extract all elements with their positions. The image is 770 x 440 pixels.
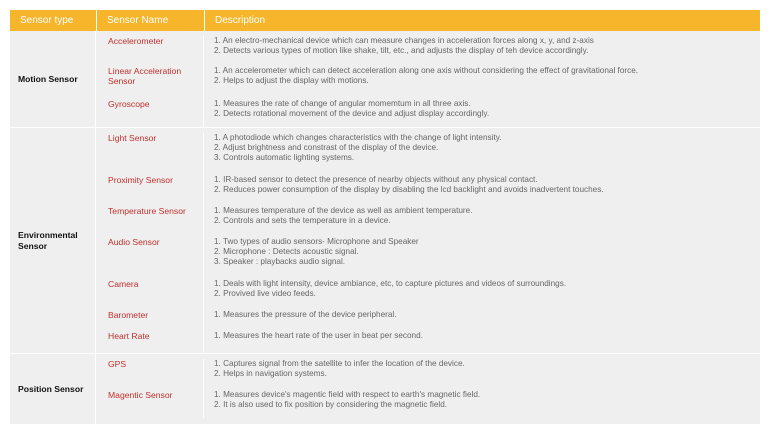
description-line: 2. Detects rotational movement of the device and adjust display accordingly.	[214, 108, 490, 118]
sensor-group	[10, 128, 760, 354]
description-line: 1. An accelerometer which can detect acceleration along one axis without considering the effect of gravitational force.	[214, 66, 639, 76]
description-line: 1. IR-based sensor to detect the presence of nearby objects without any physical contact.	[214, 175, 538, 184]
table-row	[96, 331, 760, 352]
description-line: 2. It is also used to fix position by considering the magnetic field.	[214, 400, 448, 409]
table-row	[96, 359, 760, 390]
sensor-rows	[96, 354, 760, 424]
description-line: 1. Two types of audio sensors- Microphone and Speaker	[214, 237, 419, 246]
description-line: 1. Measures temperature of the device as well as ambient temperature.	[214, 206, 473, 215]
description-line: 2. Provived live video feeds.	[214, 289, 316, 298]
description-line: 2. Detects various types of motion like shake, tilt, etc., and adjusts the display of teh device accordingly.	[214, 46, 589, 55]
sensor-description-cell	[204, 390, 760, 418]
description-line: 3. Controls automatic lighting systems.	[214, 153, 355, 162]
sensor-description-cell	[204, 99, 760, 127]
table-row	[96, 99, 760, 127]
sensor-table	[10, 10, 760, 425]
sensor-description-cell	[204, 66, 760, 98]
sensor-type-cell: Motion Sensor	[10, 31, 96, 127]
table-row	[96, 390, 760, 418]
sensor-description-cell	[204, 175, 760, 206]
sensor-description-cell	[204, 310, 760, 331]
description-line: 2. Reduces power consumption of the display by disabling the lcd backlight and avoids inadvertent touches.	[214, 185, 604, 194]
sensor-description-cell	[204, 331, 760, 352]
sensor-group	[10, 354, 760, 425]
description-line: 2. Microphone : Detects acoustic signal.	[214, 247, 359, 256]
sensor-name-cell: Gyroscope	[96, 99, 204, 127]
description-line: 1. Captures signal from the satellite to infer the location of the device.	[214, 359, 465, 368]
description-line: 1. A photodiode which changes characteristics with the change of light intensity.	[214, 133, 502, 142]
description-line: 2. Adjust brightness and constrast of the display of the device.	[214, 143, 439, 152]
sensor-group	[10, 31, 760, 128]
sensor-description-cell	[204, 133, 760, 175]
table-row	[96, 175, 760, 206]
sensor-name-cell: Audio Sensor	[96, 237, 204, 279]
description-line: 2. Helps to adjust the display with motions.	[214, 76, 369, 86]
table-row	[96, 206, 760, 237]
description-line: 1. Deals with light intensity, device ambiance, etc, to capture pictures and videos of surroundings.	[214, 279, 567, 288]
sensor-name-cell: Camera	[96, 279, 204, 310]
table-row	[96, 66, 760, 98]
sensor-name-cell: Barometer	[96, 310, 204, 331]
header-sensor-name: Sensor Name	[96, 10, 204, 31]
sensor-name-cell: GPS	[96, 359, 204, 390]
sensor-description-cell	[204, 359, 760, 390]
sensor-type-cell: Position Sensor	[10, 354, 96, 424]
table-header	[10, 10, 760, 31]
description-line: 1. Measures device's magentic field with respect to earth's magnetic field.	[214, 390, 481, 399]
description-line: 1. An electro-mechanical device which can measure changes in acceleration forces along x, y, and z-axis	[214, 36, 594, 45]
sensor-name-cell: Proximity Sensor	[96, 175, 204, 206]
sensor-name-cell: Light Sensor	[96, 133, 204, 175]
sensor-name-cell: Accelerometer	[96, 36, 204, 66]
table-row	[96, 310, 760, 331]
table-row	[96, 36, 760, 66]
description-line: 1. Measures the heart rate of the user in beat per second.	[214, 331, 423, 340]
table-row	[96, 237, 760, 279]
sensor-type-cell: Environmental Sensor	[10, 128, 96, 353]
description-line: 2. Helps in navigation systems.	[214, 369, 327, 378]
description-line: 1. Measures the rate of change of angular momemtum in all three axis.	[214, 98, 471, 108]
sensor-description-cell	[204, 36, 760, 66]
sensor-description-cell	[204, 237, 760, 279]
sensor-rows	[96, 31, 760, 127]
table-row	[96, 133, 760, 175]
sensor-name-cell: Linear Acceleration Sensor	[96, 66, 204, 98]
table-row	[96, 279, 760, 310]
description-line: 1. Measures the pressure of the device peripheral.	[214, 310, 397, 319]
sensor-name-cell: Magentic Sensor	[96, 390, 204, 418]
header-description: Description	[204, 10, 760, 31]
sensor-name-cell: Heart Rate	[96, 331, 204, 352]
description-line: 2. Controls and sets the temperature in a device.	[214, 216, 391, 225]
sensor-name-cell: Temperature Sensor	[96, 206, 204, 237]
sensor-description-cell	[204, 279, 760, 310]
header-sensor-type: Sensor type	[20, 15, 74, 26]
table-body	[10, 31, 760, 425]
sensor-description-cell	[204, 206, 760, 237]
sensor-rows	[96, 128, 760, 353]
description-line: 3. Speaker : playbacks audio signal.	[214, 257, 346, 266]
